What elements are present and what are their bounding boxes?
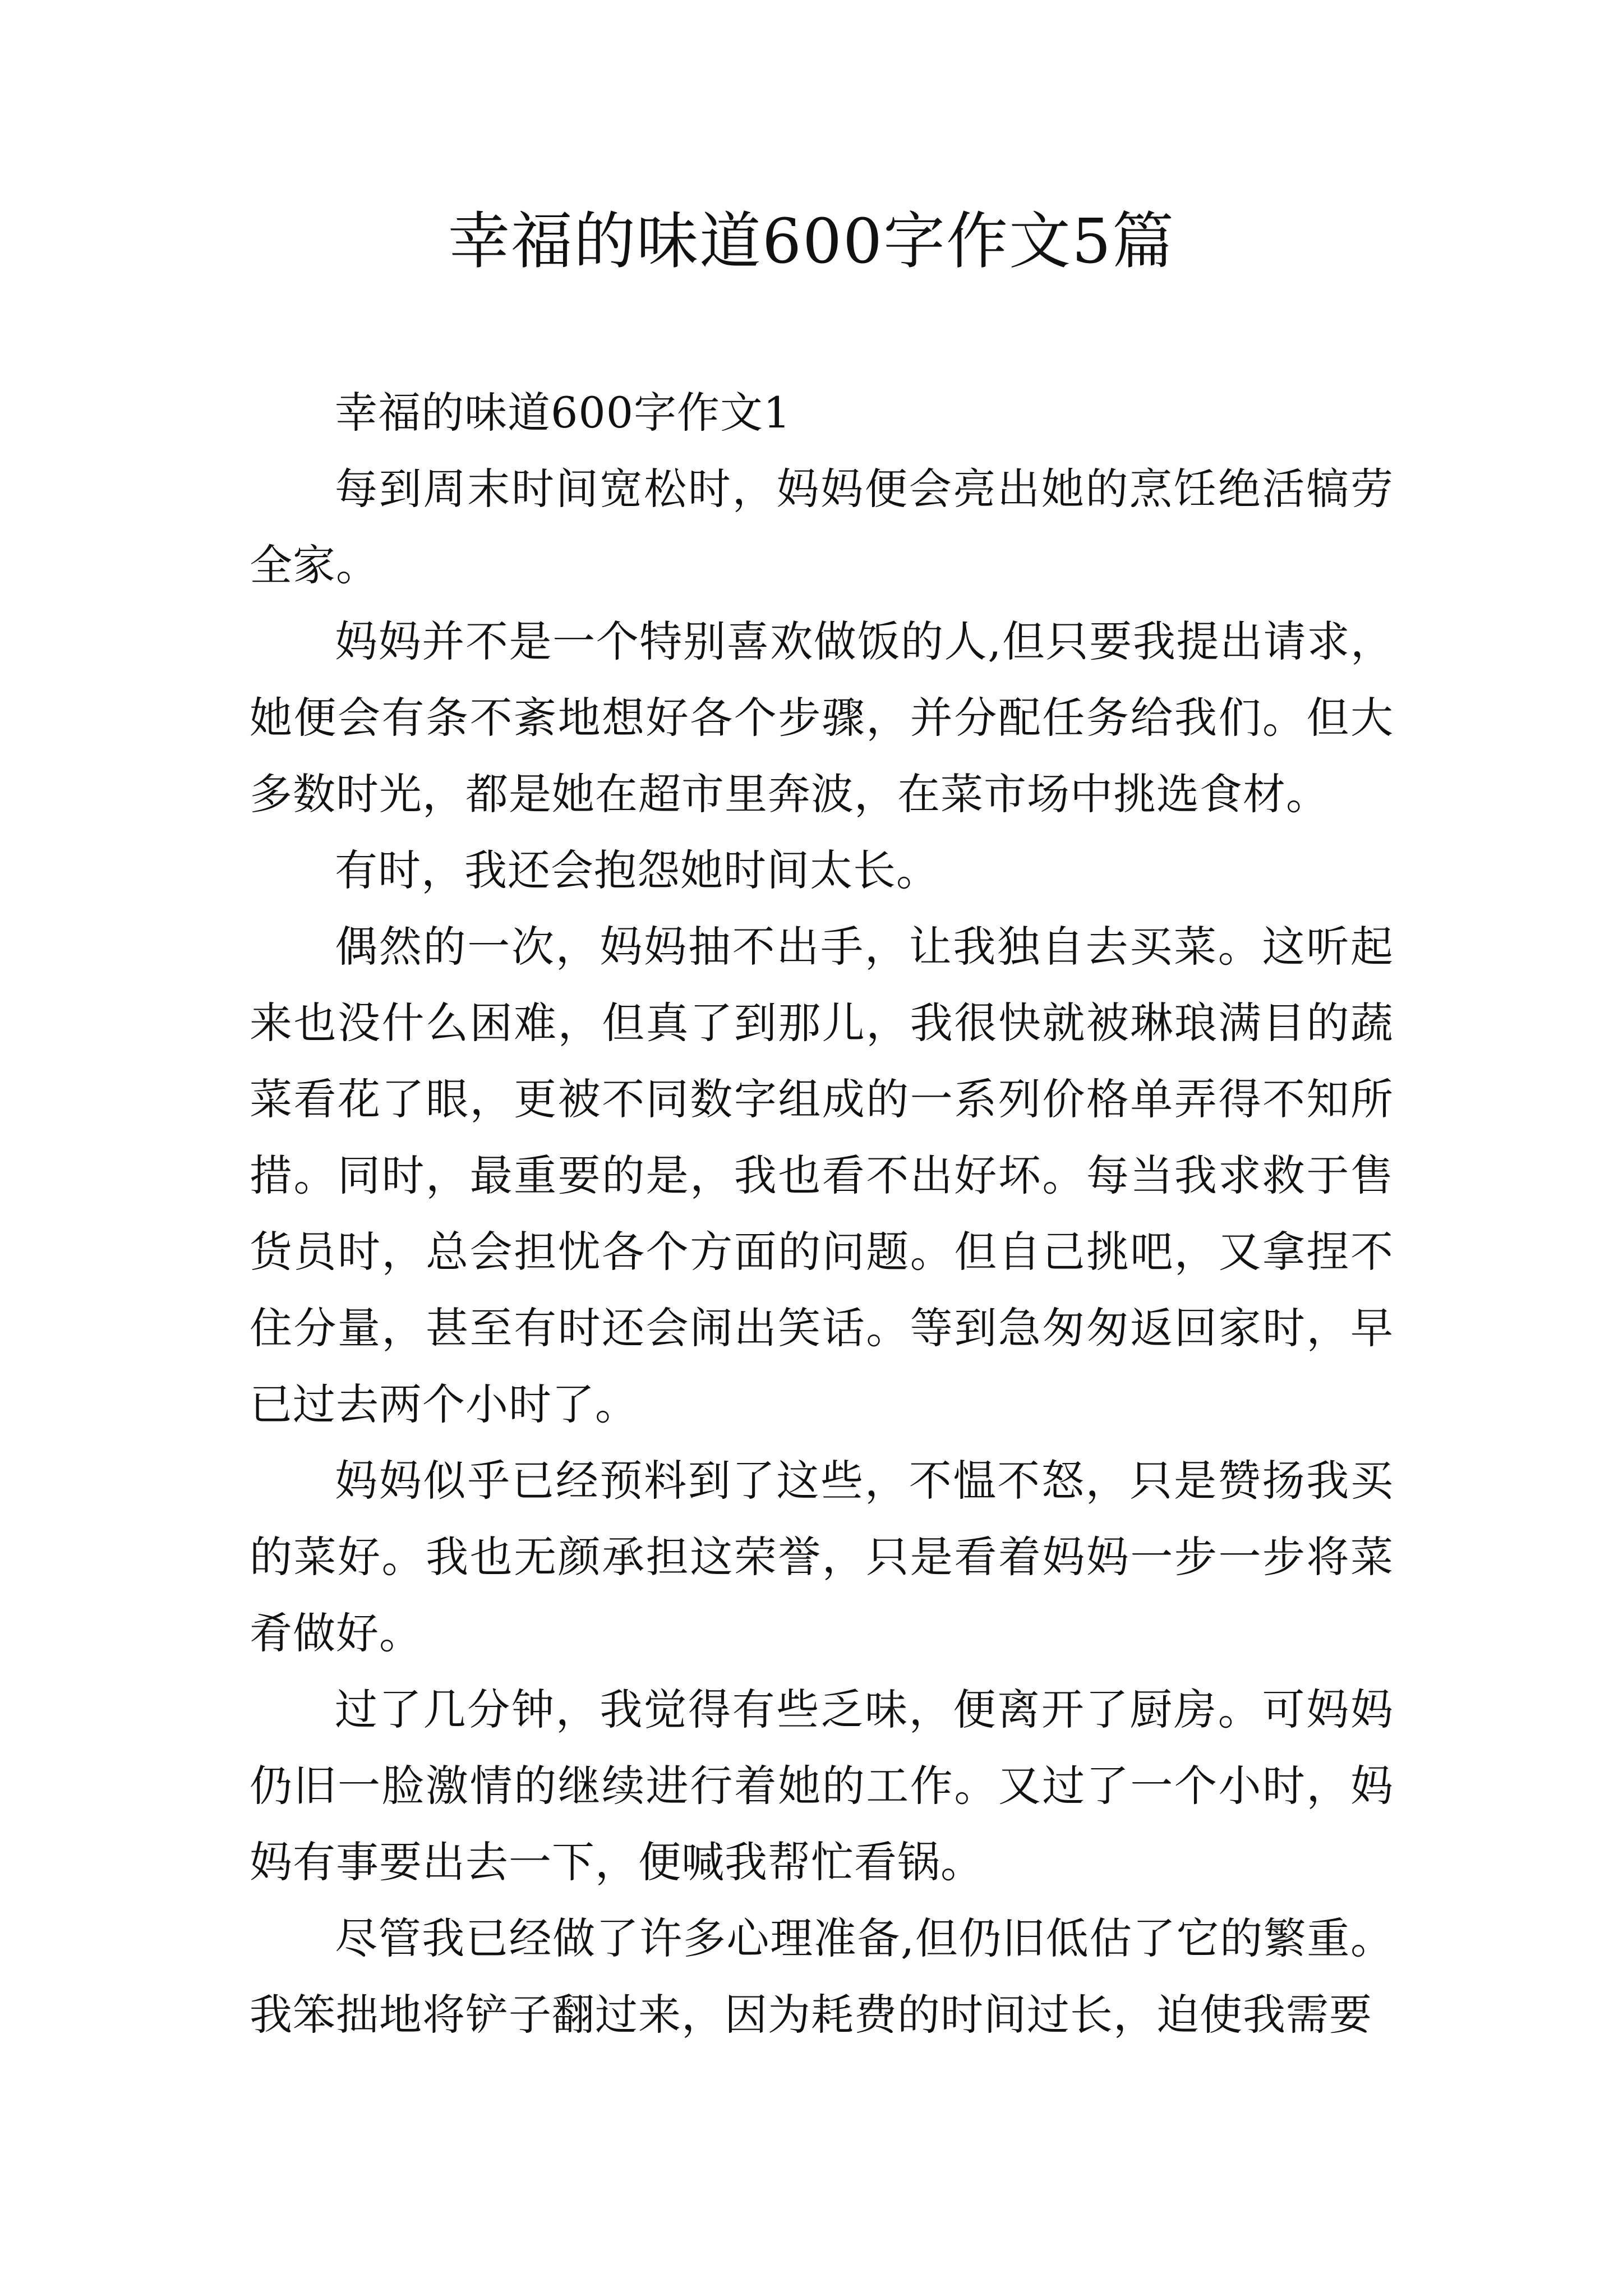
paragraph: 妈妈并不是一个特别喜欢做饭的人,但只要我提出请求，她便会有条不紊地想好各个步骤，并分配任务给我们。但大多数时光，都是她在超市里奔波，在菜市场中挑选食材。 [250,616,1394,819]
paragraph: 有时，我还会抱怨她时间太长。 [335,845,939,895]
paragraph: 过了几分钟，我觉得有些乏味，便离开了厨房。可妈妈仍旧一脸激情的继续进行着她的工作。又过了一个小时，妈妈有事要出去一下，便喊我帮忙看锅。 [250,1685,1394,1887]
paragraph: 偶然的一次，妈妈抽不出手，让我独自去买菜。这听起来也没什么困难，但真了到那儿，我很快就被琳琅满目的蔬菜看花了眼，更被不同数字组成的一系列价格单弄得不知所措。同时，最重要的是，我也看不出好坏。每当我求救于售货员时，总会担忧各个方面的问题。但自己挑吧，又拿捏不住分量，甚至有时还会闹出笑话。等到急匆匆返回家时，早已过去两个小时了。 [250,922,1394,1429]
paragraph: 每到周末时间宽松时，妈妈便会亮出她的烹饪绝活犒劳全家。 [250,464,1394,590]
document-body [250,375,1394,2053]
paragraph: 尽管我已经做了许多心理准备,但仍旧低估了它的繁重。我笨拙地将铲子翻过来，因为耗费的时间过长，迫使我需要 [250,1913,1394,2040]
document-title: 幸福的味道600字作文5篇 [448,205,1175,277]
paragraph-subtitle: 幸福的味道600字作文1 [335,388,791,438]
paragraph: 妈妈似乎已经预料到了这些，不愠不怒，只是赞扬我买的菜好。我也无颜承担这荣誉，只是看着妈妈一步一步将菜肴做好。 [250,1456,1394,1658]
